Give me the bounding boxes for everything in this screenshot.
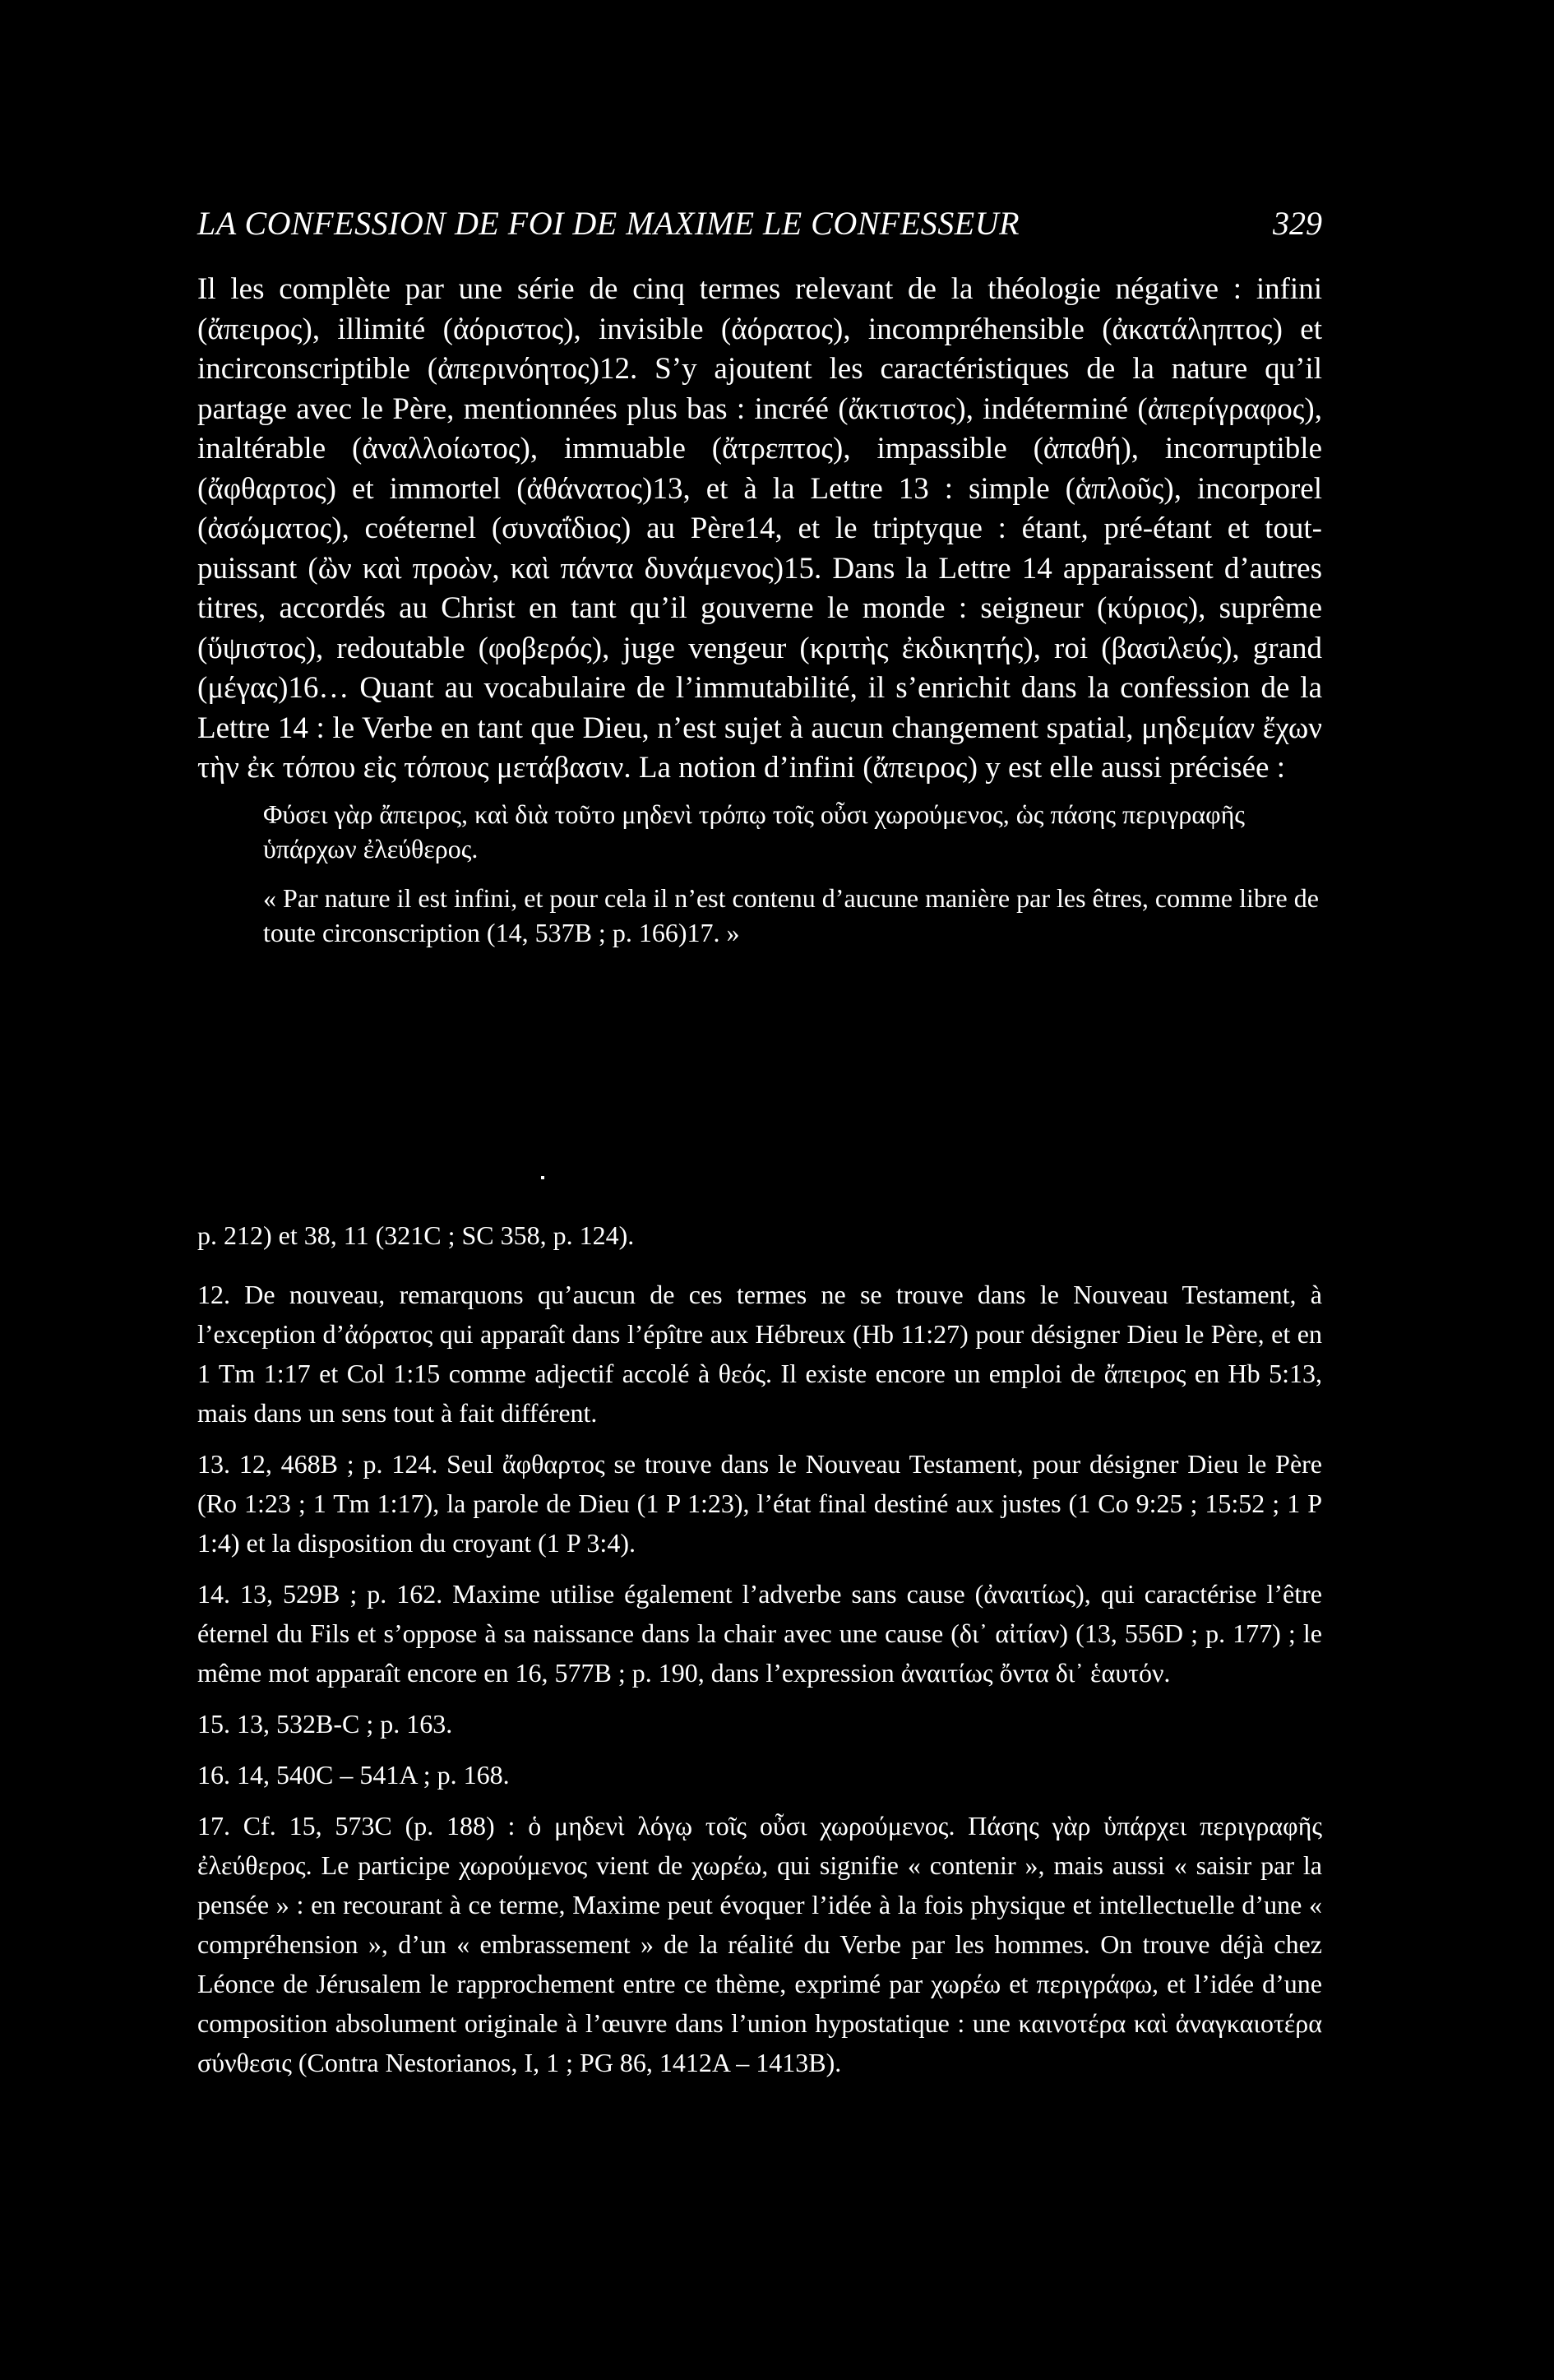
footnote-15: 15. 13, 532B-C ; p. 163.	[197, 1709, 453, 1739]
footnote-continuation: p. 212) et 38, 11 (321C ; SC 358, p. 124).	[197, 1220, 635, 1250]
main-text	[197, 270, 1322, 965]
quote-greek: Φύσει γὰρ ἄπειρος, καὶ διὰ τοῦτο μηδενὶ τρόπῳ τοῖς οὖσι χωρούμενος, ὡς πάσης περιγραφῆς ὑπάρχων ἐλεύθερος.	[263, 799, 1245, 864]
footnote-16: 16. 14, 540C – 541A ; p. 168.	[197, 1760, 510, 1790]
quotation-block	[263, 797, 1322, 950]
footnote-12: 12. De nouveau, remarquons qu’aucun de ces termes ne se trouve dans le Nouveau Testament, à l’exception d’ἀόρατος qui apparaît dans l’épître aux Hébreux (Hb 11:27) pour désigner Dieu le Père, et en 1 Tm 1:17 et Col 1:15 comme adjectif accolé à θεός. Il existe encore un emploi de ἄπειρος en Hb 5:13, mais dans un sens tout à fait différent.	[197, 1280, 1322, 1428]
running-title: LA CONFESSION DE FOI DE MAXIME LE CONFESSEUR	[197, 205, 1020, 242]
quote-french: « Par nature il est infini, et pour cela il n’est contenu d’aucune manière par les êtres, comme libre de toute circonscription (14, 537B ; p. 166)17. »	[263, 882, 1319, 947]
footnote-13: 13. 12, 468B ; p. 124. Seul ἄφθαρτος se trouve dans le Nouveau Testament, pour désigner Dieu le Père (Ro 1:23 ; 1 Tm 1:17), la parole de Dieu (1 P 1:23), l’état final destiné aux justes (1 Co 9:25 ; 15:52 ; 1 P 1:4) et la disposition du croyant (1 P 3:4).	[197, 1449, 1322, 1558]
running-header	[197, 204, 1322, 245]
body-paragraph: Il les complète par une série de cinq termes relevant de la théologie négative : infini (ἄπειρος), illimité (ἀόριστος), invisible (ἀόρατος), incompréhensible (ἀκατάληπτος) et incirconscriptible (ἀπερινόητος)12. S’y ajoutent les caractéristiques de la nature qu’il partage avec le Père, mentionnées plus bas : incréé (ἄκτιστος), indéterminé (ἀπερίγραφος), inaltérable (ἀναλλοίωτος), immuable (ἄτρεπτος), impassible (ἀπαθή), incorruptible (ἄφθαρτος) et immortel (ἀθάνατος)13, et à la Lettre 13 : simple (ἁπλοῦς), incorporel (ἀσώματος), coéternel (συναΐδιος) au Père14, et le triptyque : étant, pré-étant et tout-puissant (ὢν καὶ προὼν, καὶ πάντα δυνάμενος)15. Dans la Lettre 14 apparaissent d’autres titres, accordés au Christ en tant qu’il gouverne le monde : seigneur (κύριος), suprême (ὕψιστος), redoutable (φοβερός), juge vengeur (κριτὴς ἐκδικητής), roi (βασιλεύς), grand (μέγας)16… Quant au vocabulaire de l’immutabilité, il s’enrichit dans la confession de la Lettre 14 : le Verbe en tant que Dieu, n’est sujet à aucun changement spatial, μηδεμίαν ἔχων τὴν ἐκ τόπου εἰς τόπους μετάβασιν. La notion d’infini (ἄπειρος) y est elle aussi précisée :	[197, 272, 1322, 785]
footnotes	[197, 1215, 1322, 2094]
footnote-17: 17. Cf. 15, 573C (p. 188) : ὁ μηδενὶ λόγῳ τοῖς οὖσι χωρούμενος. Πάσης γὰρ ὑπάρχει περιγραφῆς ἐλεύθερος. Le participe χωρούμενος vient de χωρέω, qui signifie « contenir », mais aussi « saisir par la pensée » : en recourant à ce terme, Maxime peut évoquer l’idée à la fois physique et intellectuelle d’une « compréhension », d’un « embrassement » de la réalité du Verbe par les hommes. On trouve déjà chez Léonce de Jérusalem le rapprochement entre ce thème, exprimé par χωρέω et περιγράφω, et l’idée d’une composition absolument originale à l’œuvre dans l’union hypostatique : une καινοτέρα καὶ ἀναγκαιοτέρα σύνθεσις (Contra Nestorianos, I, 1 ; PG 86, 1412A – 1413B).	[197, 1811, 1322, 2077]
page-number: 329	[1273, 205, 1322, 242]
footnote-14: 14. 13, 529B ; p. 162. Maxime utilise également l’adverbe sans cause (ἀναιτίως), qui caractérise l’être éternel du Fils et s’oppose à sa naissance dans la chair avec une cause (δι᾽ αἰτίαν) (13, 556D ; p. 177) ; le même mot apparaît encore en 16, 577B ; p. 190, dans l’expression ἀναιτίως ὄντα δι᾽ ἑαυτόν.	[197, 1579, 1322, 1688]
footnote-separator	[541, 1176, 544, 1179]
